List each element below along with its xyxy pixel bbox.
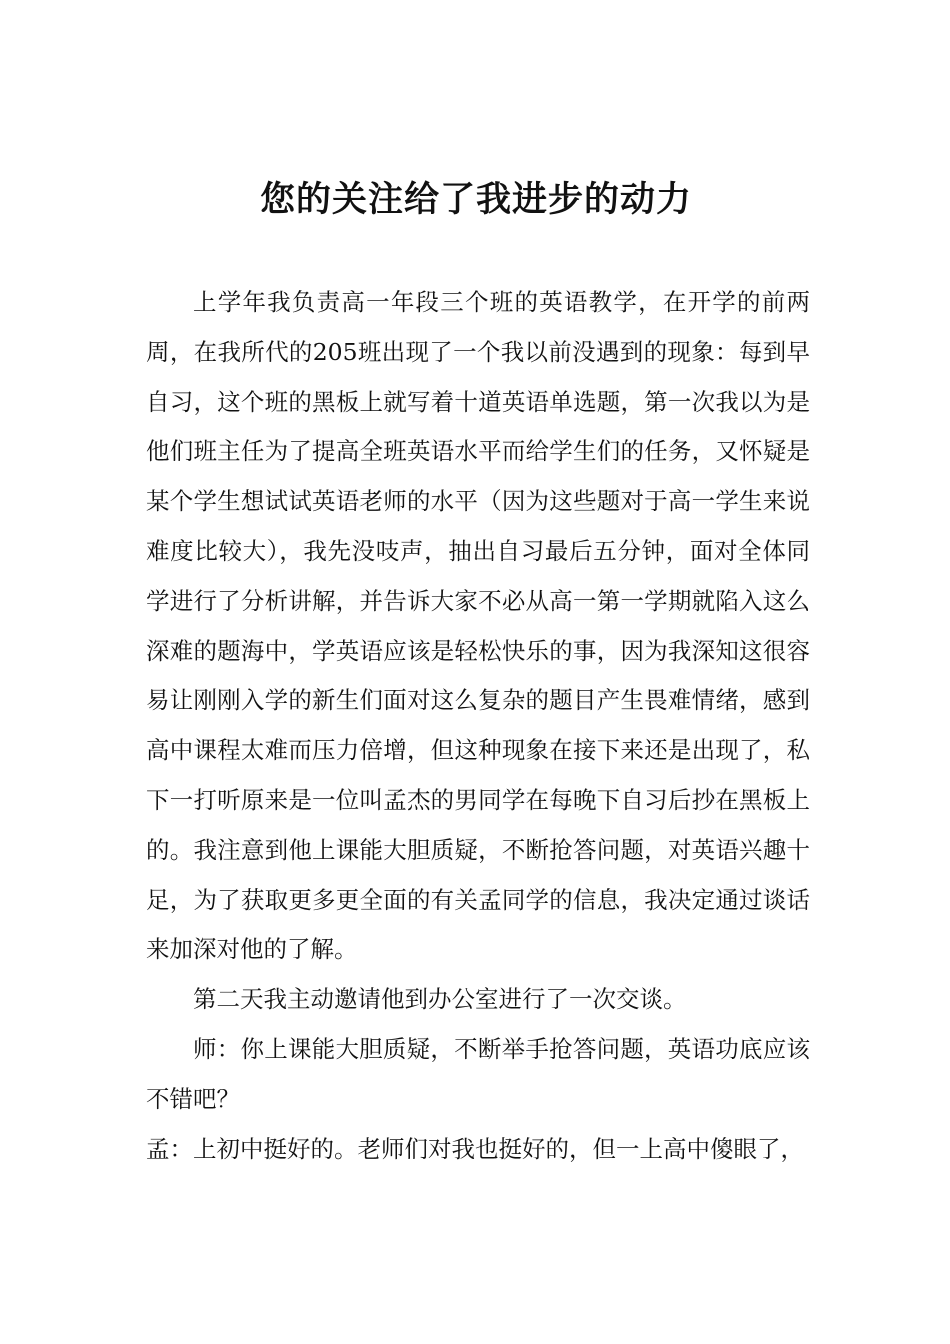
paragraph-teacher-question: 师：你上课能大胆质疑，不断举手抢答问题，英语功底应该不错吧？: [146, 1034, 810, 1113]
paragraph-invitation: 第二天我主动邀请他到办公室进行了一次交谈。: [193, 985, 687, 1014]
paragraph-intro: 上学年我负责高一年段三个班的英语教学，在开学的前两周，在我所代的205班出现了一个我以前没遇到的现象：每到早自习，这个班的黑板上就写着十道英语单选题，第一次我以为是他们班主任为了提高全班英语水平而给学生们的任务，又怀疑是某个学生想试试英语老师的水平（因为这些题对于高一学生来说难度比较大），我先没吱声，抽出自习最后五分钟，面对全体同学进行了分析讲解，并告诉大家不必从高一第一学期就陷入这么深难的题海中，学英语应该是轻松快乐的事，因为我深知这很容易让刚刚入学的新生们面对这么复杂的题目产生畏难情绪，感到高中课程太难而压力倍增，但这种现象在接下来还是出现了，私下一打听原来是一位叫孟杰的男同学在每晚下自习后抄在黑板上的。我注意到他上课能大胆质疑，不断抢答问题，对英语兴趣十足，为了获取更多更全面的有关孟同学的信息，我决定通过谈话来加深对他的了解。: [146, 288, 810, 964]
paragraph-student-answer: 孟：上初中挺好的。老师们对我也挺好的，但一上高中傻眼了，: [146, 1134, 804, 1163]
document-title: 您的关注给了我进步的动力: [259, 179, 692, 220]
document-body: [146, 278, 810, 1174]
